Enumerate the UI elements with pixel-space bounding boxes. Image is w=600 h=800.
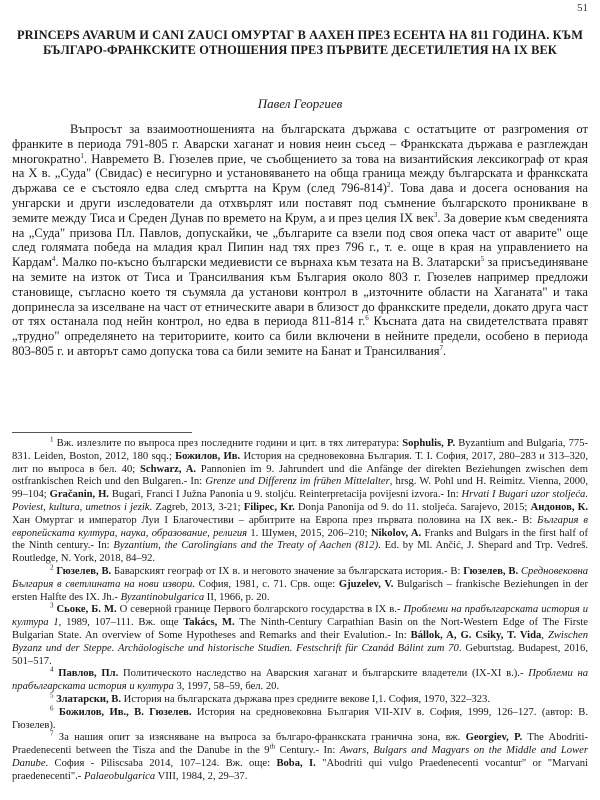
footnote-text: История на средновековна България. Т. I. София, 2017, 280–283 и 313–320, лит по въпроса в бел. 40; xyxy=(12,450,588,475)
footnote-text: , 1989, 107–111. Вж. още xyxy=(58,617,184,629)
footnote-ref-2[interactable]: 2 xyxy=(387,181,391,189)
footnote-number: 7 xyxy=(50,729,54,738)
page-number: 51 xyxy=(577,2,588,14)
footnote-number: 3 xyxy=(50,601,54,610)
footnote-text: Byzantium and Bulgaria, 775-831. Leiden, Boston, 2012, 180 sqq.; xyxy=(12,438,588,462)
citation-title: Palaeobulgarica xyxy=(83,770,156,782)
citation-author: Schwarz, A. xyxy=(140,463,197,475)
footnote-text: . Ed. by Ml. Ančić, J. Shepard and Trp. Vedreš. Routledge, N. York, 2018, 84–92. xyxy=(12,540,588,565)
citation-author: Bállok, A, G. Csiky, T. Vida xyxy=(410,629,542,641)
footnote-separator xyxy=(12,432,192,433)
citation-author: Божилов, Ив. xyxy=(175,450,241,462)
footnote-text: II, 1966, p. 20. xyxy=(204,591,270,603)
footnote-text: Bugari, Franci I Južna Panonia u 9. stoljću. Reinterpretacija povijesni izvora.- In: xyxy=(108,489,462,501)
footnote-text: История на средновековна България VII-XIV в. София, 1999, 126–127. (автор: В. Гюзелев). xyxy=(12,706,588,731)
footnote-text: The Abodriti-Praedenecenti between the Tisza and the Danube in the 9 xyxy=(12,732,588,757)
footnote-number: 1 xyxy=(50,435,54,444)
footnote-6 xyxy=(12,704,588,733)
footnote-text: История на българската държава през средните векове I,1. София, 1970, 322–323. xyxy=(121,693,490,705)
footnote-number: 4 xyxy=(50,665,54,674)
body-text-segment: . xyxy=(443,343,447,358)
citation-author: Boba, I. xyxy=(276,757,316,769)
footnote-1 xyxy=(12,435,589,566)
footnote-text: О северной границе Первого болгарского государства в IX в.- xyxy=(116,604,404,616)
footnote-text: За нашия опит за изясняване на въпроса за българо-франкската гранична зона, вж. xyxy=(58,732,466,744)
body-text-segment: Късната дата на свидетелствата правят „трудно" определянето на териториите, които са били включени в нейните предели, особено в периода 803-805 г. и авторът само допуска това са били земите на Банат и Трансилвания xyxy=(12,314,588,358)
citation-author: Takács, M. xyxy=(183,617,235,629)
author-name: Павел Георгиев xyxy=(257,96,343,111)
citation-author: Nikolov, A. xyxy=(370,527,422,539)
citation-author: Гюзелев, В. xyxy=(56,565,112,577)
footnote-text: 3, 1997, 58–59, бел. 20. xyxy=(173,681,280,693)
body-text-segment: . Малко по-късно български медиевисти се върнаха към тезата на В. Златарски xyxy=(55,255,481,270)
footnote-text: th xyxy=(269,742,276,751)
footnote-text: 1. Шумен, 2015, 206–210; xyxy=(247,527,371,539)
footnote-ref-7[interactable]: 7 xyxy=(439,343,444,352)
footnote-text: Вж. излезлите по въпроса през последните години и цит. в тях литература: xyxy=(56,438,403,449)
footnote-ref-5[interactable]: 5 xyxy=(480,254,485,263)
footnote-3 xyxy=(12,601,588,668)
citation-author: Sophulis, P. xyxy=(402,438,456,449)
footnote-text: Century.- In: xyxy=(275,745,340,757)
footnote-text: Хан Омуртаг и император Луи I Благочестиви – арбитрите на Европа през първата половина на IX век.- В: xyxy=(12,514,538,526)
footnote-text: "Abodriti qui vulgo Praedenecenti vocantur" or "Marvani praedenecenti".- xyxy=(12,757,589,782)
footnote-text: Donja Panonija od 9. do 11. stoljeća. Sarajevo, 2015; xyxy=(294,501,531,513)
footnote-ref-4[interactable]: 4 xyxy=(51,254,56,263)
footnote-7 xyxy=(12,729,589,783)
footnote-text: , hrsg. W. Pohl und H. Reimitz. Vienna, 2000, 99–104; xyxy=(12,476,588,501)
body-text-segment: . Навремето В. Гюзелев прие, че съобщението за това на византийския лексикограф от края на X в. „Суда" (Свидас) е несигурно и установяването на обща граница между българската и франкската държава се е състояло едва след смъртта на Крум (след 796-814) xyxy=(12,151,588,196)
citation-author: Сьоке, Б. М. xyxy=(56,604,117,616)
footnote-number: 2 xyxy=(50,563,54,572)
body-text-segment: . Това дава и досега основания на унгарски и други изследователи да отхвърлят или поставят под съмнение българското проникване в земите между Тиса и Среден Дунав по времето на Крум, а и през целия IX век xyxy=(12,181,588,225)
footnote-text: Pannonien im 9. Jahrundert und die Anfänge der direkten Beziehungen zwischen dem ostfrankischen Reich und den Bulgaren.- In: xyxy=(12,463,588,488)
footnote-ref-1[interactable]: 1 xyxy=(80,151,84,160)
citation-author: Андонов, К. xyxy=(530,501,589,513)
citation-title: Byzantium, the Carolingians and the Treaty of Aachen (812) xyxy=(113,540,379,552)
citation-author: Georgiev, P. xyxy=(465,732,523,744)
citation-author: Gračanin, H. xyxy=(49,489,109,501)
footnote-text: Franks and Bulgars in the first half of the Ninth century.- In: xyxy=(12,527,588,552)
footnote-ref-6[interactable]: 6 xyxy=(365,314,369,323)
citation-title: Проблеми на прабългарската история и култура xyxy=(12,668,588,693)
citation-title: Hrvati I Bugari uzor stoljeća. Poviest, kultura, umetnos i jezik xyxy=(12,489,589,513)
footnote-text: The Ninth-Century Carpathian Basin on the Nort-Western Edge of The Firste Bulgarian State. An overview of Some Hypotheses and Remarks and their Evalution.- In: xyxy=(12,617,588,641)
footnotes-section xyxy=(12,435,589,784)
body-text-segment: Въпросът за взаимоотношенията на българската държава с остатъците от разгромения от франките в периода 791-805 г. Аварски хаганат и новия неин съсед – Франкската държава е разглеждан многократно xyxy=(12,122,588,166)
citation-title: Byzantinobulgarica xyxy=(120,591,205,603)
body-text-segment: . За доверие към сведенията на „Суда" призова Пл. Павлов, допускайки, че „българите са взели под своя опека част от аварите" още след голямата победа на младия крал Пипин над тях през 796 г., т. е. още в края на управлението на Кардам xyxy=(12,210,588,270)
citation-author: Златарски, В. xyxy=(56,693,122,705)
footnote-text: Политическото наследство на Аварския хаганат и българските владетели (IX-XI в.).- xyxy=(118,668,529,680)
footnote-number: 6 xyxy=(50,704,54,713)
body-paragraph xyxy=(12,122,588,359)
footnote-ref-3[interactable]: 3 xyxy=(433,210,438,219)
footnote-text: . София, 1981, с. 71. Срв. още: xyxy=(192,578,339,590)
footnote-number: 5 xyxy=(50,691,54,700)
footnote-text: VIII, 1984, 2, 29–37. xyxy=(155,770,248,782)
citation-author: Гюзелев, В. xyxy=(463,565,519,577)
footnote-text: , xyxy=(541,629,548,641)
footnote-text: Bulgarisch – frankische Beziehungen in der ersten Halfte des IX. Jh.- xyxy=(12,578,588,603)
citation-title: Средновековна България в светлината на нови извори xyxy=(12,565,588,590)
footnote-2 xyxy=(12,563,588,604)
citation-title: Zwischen Byzanz und der Steppe. Archäologische und historische Studien. Festschrift für Czanád Bálint zum 70 xyxy=(12,629,588,654)
footnote-text: . Geburtstag. Budapest, 2016, 501–517. xyxy=(12,642,588,667)
footnote-text: Баварският географ от IX в. и неговото значение за българската история.- В: xyxy=(111,565,464,577)
footnote-4 xyxy=(12,665,588,694)
citation-author: Павлов, Пл. xyxy=(58,668,119,680)
citation-title: България в европейската култура, наука, образование, религия xyxy=(12,514,589,539)
footnote-text: . София - Piliscsaba 2014, 107–124. Вж. още: xyxy=(45,757,277,769)
footnote-text: . Zagreb, 2013, 3-21; xyxy=(149,501,244,513)
citation-author: Filipec, Kr. xyxy=(243,501,295,513)
article-title: PRINCEPS AVARUM И CANI ZAUCI ОМУРТАГ В ААХЕН ПРЕЗ ЕСЕНТА НА 811 ГОДИНА. КЪМ БЪЛГАРО-ФРАНКСКИТЕ ОТНОШЕНИЯ ПРЕЗ ПЪРВИТЕ ДЕСЕТИЛЕТИЯ НА IX ВЕК xyxy=(16,28,584,57)
body-text-segment: за присъединяване на земите на изток от Тиса и Трансилвания към България около 803 г. Гюзелев например предложи становище, съгласно което тя съумяла да установи контрол в „източните области на Хаганата" и така допринесла за изселване на част от етническите авари в близост до франкските предели, докато друга част от тях останала под нейн контрол, но едва в периода 811-814 г. xyxy=(12,255,588,329)
footnote-5 xyxy=(12,691,588,707)
citation-title: Grenze und Differenz im frühen Mittelalter xyxy=(205,476,390,488)
citation-title: Awars, Bulgars and Magyars on the Middle and Lower Danube xyxy=(12,745,588,769)
citation-title: Проблеми на прабългарската история и култура 1 xyxy=(12,604,588,629)
citation-author: Gjuzelev, V. xyxy=(338,578,394,590)
citation-author: Божилов, Ив., В. Гюзелев. xyxy=(58,706,192,718)
